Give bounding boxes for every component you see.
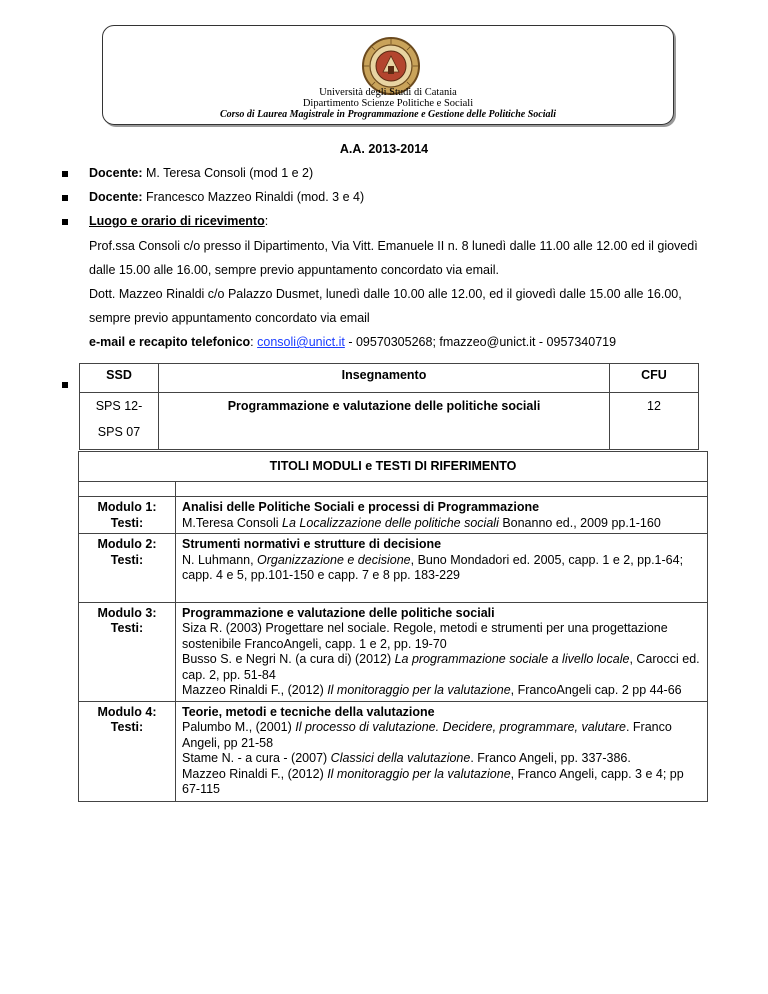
- header-box: [102, 25, 674, 125]
- module-reference: Palumbo M., (2001) Il processo di valutazione. Decidere, programmare, valutare. Franco Angeli, pp 21-58: [182, 720, 672, 750]
- module-content: [176, 701, 708, 801]
- modules-table-title: TITOLI MODULI e TESTI DI RIFERIMENTO: [79, 452, 708, 482]
- insegnamento-header: Insegnamento: [159, 364, 610, 393]
- ricevimento-line-2: dalle 15.00 alle 16.00, sempre previo appuntamento concordato via email.: [89, 263, 499, 277]
- email-link[interactable]: consoli@unict.it: [257, 335, 345, 349]
- bullet-icon: [62, 382, 68, 388]
- bullet-icon: [62, 195, 68, 201]
- module-row: [79, 534, 708, 603]
- docente-1: Docente: M. Teresa Consoli (mod 1 e 2): [89, 166, 314, 180]
- module-content: [176, 534, 708, 603]
- module-reference: Stame N. - a cura - (2007) Classici della valutazione. Franco Angeli, pp. 337-386.: [182, 751, 631, 765]
- ssd-table: [79, 363, 699, 450]
- module-label: Modulo 4: Testi:: [79, 701, 176, 801]
- module-reference: Mazzeo Rinaldi F., (2012) Il monitoraggio per la valutazione, FrancoAngeli cap. 2 pp 44-66: [182, 683, 682, 697]
- module-label: Modulo 2: Testi:: [79, 534, 176, 603]
- ricevimento-heading: Luogo e orario di ricevimento:: [89, 214, 269, 228]
- ssd-header: SSD: [80, 364, 159, 393]
- department-name: Dipartimento Scienze Politiche e Sociali: [302, 98, 474, 109]
- module-reference: Busso S. e Negri N. (a cura di) (2012) La programmazione sociale a livello locale, Carocci ed. cap. 2, pp. 51-84: [182, 652, 700, 682]
- ricevimento-line-4: sempre previo appuntamento concordato via email: [89, 311, 370, 325]
- academic-year: A.A. 2013-2014: [339, 142, 429, 156]
- bullet-icon: [62, 171, 68, 177]
- bullet-icon: [62, 219, 68, 225]
- module-label: Modulo 1: Testi:: [79, 497, 176, 534]
- module-title: Teorie, metodi e tecniche della valutazione: [182, 704, 435, 719]
- contact-line: e-mail e recapito telefonico: consoli@unict.it - 09570305268; fmazzeo@unict.it - 0957340719: [89, 335, 617, 349]
- module-title: Strumenti normativi e strutture di decisione: [182, 537, 442, 551]
- module-reference: N. Luhmann, Organizzazione e decisione, Buno Mondadori ed. 2005, capp. 1 e 2, pp.1-64; capp. 4 e 5, pp.101-150 e capp. 7 e 8 pp. 183-229: [182, 552, 684, 582]
- ricevimento-line-1: Prof.ssa Consoli c/o presso il Dipartimento, Via Vitt. Emanuele II n. 8 lunedì dalle 11.00 alle 12.00 ed il giovedì: [89, 239, 698, 253]
- module-content: [176, 497, 708, 534]
- module-row: [79, 497, 708, 534]
- course-name: Corso di Laurea Magistrale in Programmazione e Gestione delle Politiche Sociali: [219, 109, 557, 120]
- module-content: [176, 602, 708, 701]
- ricevimento-line-3: Dott. Mazzeo Rinaldi c/o Palazzo Dusmet, lunedì dalle 10.00 alle 12.00, ed il giovedì dalle 15.00 alle 16.00,: [89, 287, 682, 301]
- ssd-cell: SPS 12- SPS 07: [80, 393, 159, 450]
- cfu-header: CFU: [610, 364, 699, 393]
- cfu-cell: 12: [610, 393, 699, 450]
- module-reference: Mazzeo Rinaldi F., (2012) Il monitoraggio per la valutazione, Franco Angeli, capp. 3 e 4; pp 67-115: [182, 766, 684, 796]
- module-row: [79, 602, 708, 701]
- module-row: [79, 701, 708, 801]
- module-title: Programmazione e valutazione delle politiche sociali: [182, 605, 495, 620]
- university-name: Università degli Studi di Catania: [319, 87, 457, 98]
- module-reference: Siza R. (2003) Progettare nel sociale. Regole, metodi e strumenti per una progettazione sostenibile FrancoAngeli, capp. 1 e 2, pp. 19-70: [182, 621, 668, 651]
- module-title: Analisi delle Politiche Sociali e processi di Programmazione: [182, 500, 540, 514]
- insegnamento-cell: Programmazione e valutazione delle politiche sociali: [159, 393, 610, 450]
- module-reference: M.Teresa Consoli La Localizzazione delle politiche sociali Bonanno ed., 2009 pp.1-160: [182, 515, 661, 530]
- modules-table: [78, 451, 708, 802]
- module-label: Modulo 3: Testi:: [79, 602, 176, 701]
- docente-2: Docente: Francesco Mazzeo Rinaldi (mod. 3 e 4): [89, 190, 365, 204]
